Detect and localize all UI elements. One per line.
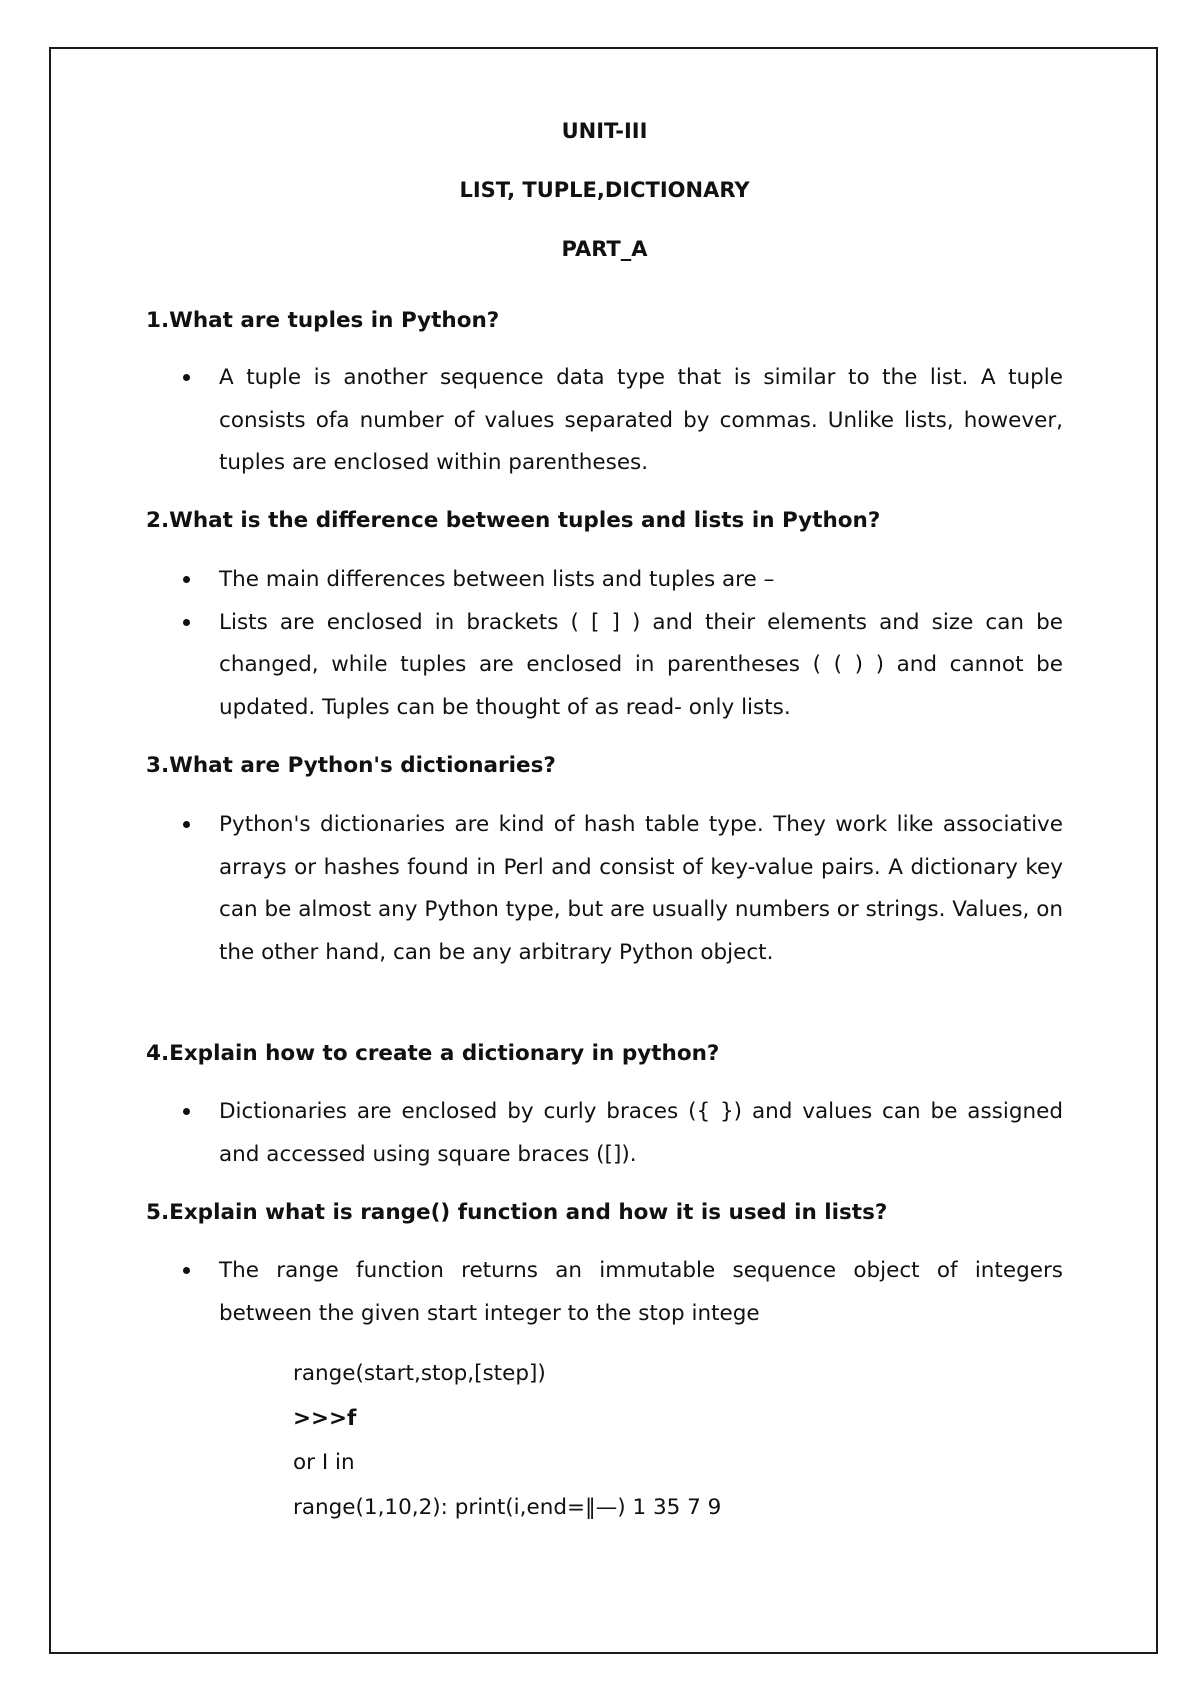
question-1-answer <box>146 357 1063 485</box>
code-line: >>>f <box>293 1405 357 1431</box>
list-item <box>146 804 1063 974</box>
list-item <box>146 1091 1063 1176</box>
bullet-icon <box>183 1267 190 1274</box>
bullet-icon <box>183 1108 190 1115</box>
question-2-title: 2.What is the difference between tuples and lists in Python? <box>146 508 881 533</box>
bullet-icon <box>183 619 190 626</box>
question-2-answer <box>146 559 1063 729</box>
bullet-text: A tuple is another sequence data type that is similar to the list. A tuple consists ofa number of values separated by commas. Unlike lists, however, tuples are enclosed within parentheses. <box>219 365 1063 475</box>
question-5-title: 5.Explain what is range() function and how it is used in lists? <box>146 1200 888 1225</box>
list-item <box>146 1250 1063 1335</box>
question-4-answer <box>146 1091 1063 1176</box>
question-5-answer <box>146 1250 1063 1335</box>
list-item <box>146 559 1063 602</box>
code-line: range(1,10,2): print(i,end=‖—) 1 35 7 9 <box>293 1494 722 1520</box>
code-example <box>293 1352 993 1530</box>
question-4-title: 4.Explain how to create a dictionary in python? <box>146 1041 720 1066</box>
bullet-text: The range function returns an immutable sequence object of integers between the given start integer to the stop intege <box>219 1258 1063 1326</box>
bullet-icon <box>183 821 190 828</box>
bullet-text: The main differences between lists and tuples are – <box>219 567 775 592</box>
bullet-icon <box>183 374 190 381</box>
unit-heading: UNIT-III <box>561 119 648 143</box>
topic-heading: LIST, TUPLE,DICTIONARY <box>459 178 750 202</box>
code-line: or I in <box>293 1450 355 1475</box>
part-heading: PART_A <box>561 237 648 261</box>
list-item <box>146 602 1063 730</box>
question-1-title: 1.What are tuples in Python? <box>146 308 500 333</box>
code-line: range(start,stop,[step]) <box>293 1361 546 1386</box>
bullet-icon <box>183 576 190 583</box>
list-item <box>146 357 1063 485</box>
question-3-title: 3.What are Python's dictionaries? <box>146 753 556 778</box>
bullet-text: Dictionaries are enclosed by curly braces ({ }) and values can be assigned and accessed using square braces ([]). <box>219 1099 1063 1167</box>
bullet-text: Python's dictionaries are kind of hash table type. They work like associative arrays or hashes found in Perl and consist of key-value pairs. A dictionary key can be almost any Python type, but are usually numbers or strings. Values, on the other hand, can be any arbitrary Python object. <box>219 812 1063 965</box>
bullet-text: Lists are enclosed in brackets ( [ ] ) and their elements and size can be changed, while tuples are enclosed in parentheses ( ( ) ) and cannot be updated. Tuples can be thought of as read- only lists. <box>219 609 1063 720</box>
question-3-answer <box>146 804 1063 974</box>
